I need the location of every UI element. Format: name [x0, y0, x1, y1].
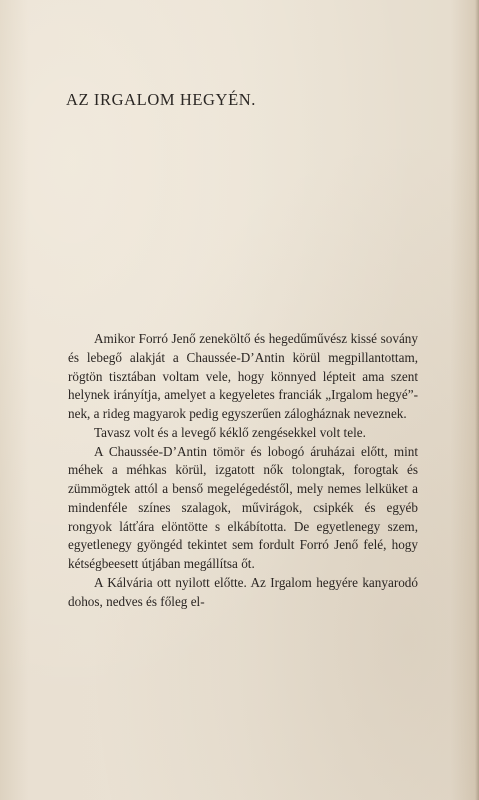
chapter-heading: AZ IRGALOM HEGYÉN.	[66, 90, 256, 109]
paragraph: Amikor Forró Jenő zeneköltő és hegedűművész kissé sovány és lebegő alakját a Chaussée-D’Antin körül megpillantottam, rögtön tisztában voltam vele, hogy könnyed lépteit ama szent helynek irányítja, amelyet a kegyeletes franciák „Irgalom hegyé”-nek, a rideg magyarok pedig egyszerűen zálogháznak neveznek.	[68, 331, 418, 421]
paragraph: A Chaussée-D’Antin tömör és lobogó áruházai előtt, mint méhek a méhkas körül, izgatott nők tolongtak, forogtak és zümmögtek attól a benső megelégedéstől, mely nemes lelküket a mindenféle színes szalagok, művirágok, csipkék és egyéb rongyok látťára elöntötte s elkábította. De egyetlenegy szem, egyetlenegy gyöngéd tekintet sem fordult Forró Jenő felé, hogy kétségbeesett útjában megállítsa őt.	[68, 443, 418, 571]
chapter-body	[68, 330, 418, 611]
paragraph: Tavasz volt és a levegő kéklő zengésekkel volt tele.	[94, 424, 366, 440]
page-edge-shadow	[475, 0, 479, 800]
paragraph: A Kálvária ott nyilott előtte. Az Irgalom hegyére kanyarodó dohos, nedves és főleg el-	[68, 574, 418, 609]
